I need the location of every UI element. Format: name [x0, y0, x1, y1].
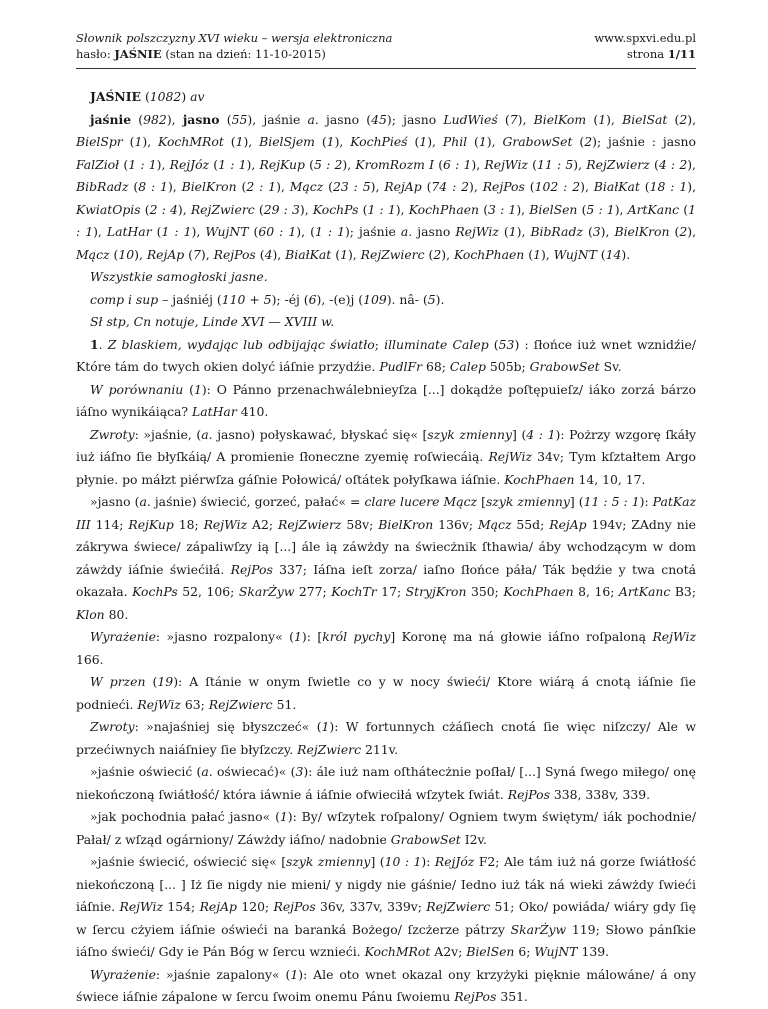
entry-paragraph: »jaśnie świecić, oświecić się« [szyk zmienny] (10 : 1): RejJóz F2; Ale tám iuż ná gorze ſwiátłość niekończoną [... ] Iż ſie nigdy nie mieni/ y nigdy nie gáśnie/ Iedno iuż ták ná wieki záwżdy ſwieći iáſnie. RejWiz 154; RejAp 120; RejPos 36v, 337v, 339v; RejZwierc 51; Oko/ powiáda/ wiáry gdy ſię w ſercu cżyiem iáſnie oświeći na baranká Bożego/ ſzcżerze pátrzy SkarŻyw 119; Słowo pánſkie iáſno świeći/ Gdy ie Pán Bóg w ſercu wznieći. KochMRot A2v; BielSen 6; WujNT 139.: [76, 854, 697, 959]
entry-paragraph: Wyrażenie: »jaśnie zapalony« (1): Ale oto wnet okazal ony krzyżyki pięknie málowáne/ á ony świece iáſnie zápalone w ſercu ſwoim onemu Pánu ſwoiemu RejPos 351.: [76, 966, 696, 1004]
page-count: 1/11: [667, 47, 696, 61]
entry-paragraph: »jaśnie oświecić (a. oświecać)« (3): ále iuż nam oſthátecżnie poſłał/ [...] Syná ſwego miłego/ onę niekończoną ſwiátłość/ która iáwnie á iáſnie ofwieciłá wſzytek ſwiát. RejPos 338, 338v, 339.: [76, 764, 696, 802]
header-divider: [76, 68, 696, 69]
dictionary-title: Słownik polszczyzny XVI wieku – wersja elektroniczna: [76, 31, 393, 45]
entry-paragraph: Wszystkie samogłoski jasne.: [90, 269, 268, 284]
entry-paragraph: Wyrażenie: »jasno rozpalony« (1): [król pychy] Koronę ma ná głowie iáſno roſpaloną RejWiz 166.: [76, 629, 696, 667]
entry-paragraph: W porównaniu (1): O Pánno przenachwálebnieyſza [...] dokądże poſtępuieſz/ iáko zorzá bárzo iáſno wynikáiąca? LatHar 410.: [76, 381, 696, 419]
page-header: [76, 30, 696, 66]
entry-paragraph: Zwroty: »najaśniej się błyszczeć« (1): W fortunnych cżáſiech cnotá ſie więc niſzczy/ Ale w przećiwnych naiáſniey ſie błyſzczy. RejZwierc 211v.: [76, 719, 696, 757]
entry-line: [76, 46, 392, 62]
header-left: [76, 30, 392, 62]
header-right: [594, 30, 696, 62]
entry-paragraph: comp i sup – jaśniéj (110 + 5); -éj (6), -(e)j (109). nâ- (5).: [90, 291, 445, 307]
entry-prefix: hasło:: [76, 47, 115, 61]
entry-paragraph: jaśnie (982), jasno (55), jaśnie a. jasno (45); jasno LudWieś (7), BielKom (1), BielSat (2), BielSpr (1), KochMRot (1), BielSjem (1), KochPieś (1), Phil (1), GrabowSet (2); jaśnie : jasno FalZioł (1 : 1), RejJóz (1 : 1), RejKup (5 : 2), KromRozm I (6 : 1), RejWiz (11 : 5), RejZwierz (4 : 2), BibRadz (8 : 1), BielKron (2 : 1), Mącz (23 : 5), RejAp (74 : 2), RejPos (102 : 2), BiałKat (18 : 1), KwiatOpis (2 : 4), RejZwierc (29 : 3), KochPs (1 : 1), KochPhaen (3 : 1), BielSen (5 : 1), ArtKanc (1 : 1), LatHar (1 : 1), WujNT (60 : 1), (1 : 1); jaśnie a. jasno RejWiz (1), BibRadz (3), BielKron (2), Mącz (10), RejAp (7), RejPos (4), BiałKat (1), RejZwierc (2), KochPhaen (1), WujNT (14).: [76, 111, 697, 262]
entry-headword: JAŚNIE: [114, 47, 162, 61]
entry-paragraph: Zwroty: »jaśnie, (a. jasno) połyskawać, błyskać się« [szyk zmienny] (4 : 1): Pożrzy wzgorę ſkáły iuż iáſno ſie błyſkáią/ A promienie ſłoneczne zyemię roſwiecáią. RejWiz 34v; Tym kſztałtem Argo płynie. po máłzt piérwſza gáſnie Połowicá/ oſtátek połyſkawa iáſnie. KochPhaen 14, 10, 17.: [76, 426, 696, 487]
entry-paragraph: »jak pochodnia pałać jasno« (1): By/ wſzytek roſpalony/ Ogniem twym świętym/ iák pochodnie/ Pałał/ z wſząd ogárniony/ Záwżdy iáſno/ nadobnie GrabowSet I2v.: [76, 809, 696, 847]
entry-paragraph: »jasno (a. jaśnie) świecić, gorzeć, pałać« = clare lucere Mącz [szyk zmienny] (11 : 5 : 1): PatKaz III 114; RejKup 18; RejWiz A2; RejZwierz 58v; BielKron 136v; Mącz 55d; RejAp 194v; ZAdny nie zákrywa świece/ zápaliwſzy ią [...] ále ią záwżdy na świecżnik ſthawia/ áby wchodzącym w dom záwżdy iáſnie świećiłá. RejPos 337; Iáſna ieſt zorza/ iaſno ſłońce páła/ Ták będźie y twa cnotá okazała. KochPs 52, 106; SkarŻyw 277; KochTr 17; StryjKron 350; KochPhaen 8, 16; ArtKanc B3; Klon 80.: [76, 494, 696, 622]
entry-paragraph: W przen (19): A ſtánie w onym ſwietle co y w nocy świeći/ Ktore wiárą á cnotą iáſnie ſie podnieći. RejWiz 63; RejZwierc 51.: [76, 674, 697, 712]
page-number: [594, 46, 696, 62]
page-prefix: strona: [626, 47, 668, 61]
entry-paragraph: 1. Z blaskiem, wydając lub odbijając światło; illuminate Calep (53) : ſłońce iuż wnet wznidźie/ Które tám do twych okien dolyć iáſnie przydźie. PudlFr 68; Calep 505b; GrabowSet Sv.: [76, 336, 696, 374]
entry-body: [76, 86, 696, 1009]
entry-paragraph: Sł stp, Cn notuje, Linde XVI — XVIII w.: [90, 314, 335, 329]
entry-heading: JAŚNIE (1082) av: [90, 89, 205, 104]
site-url: www.spxvi.edu.pl: [594, 31, 696, 45]
entry-date: (stan na dzień: 11-10-2015): [161, 47, 326, 61]
